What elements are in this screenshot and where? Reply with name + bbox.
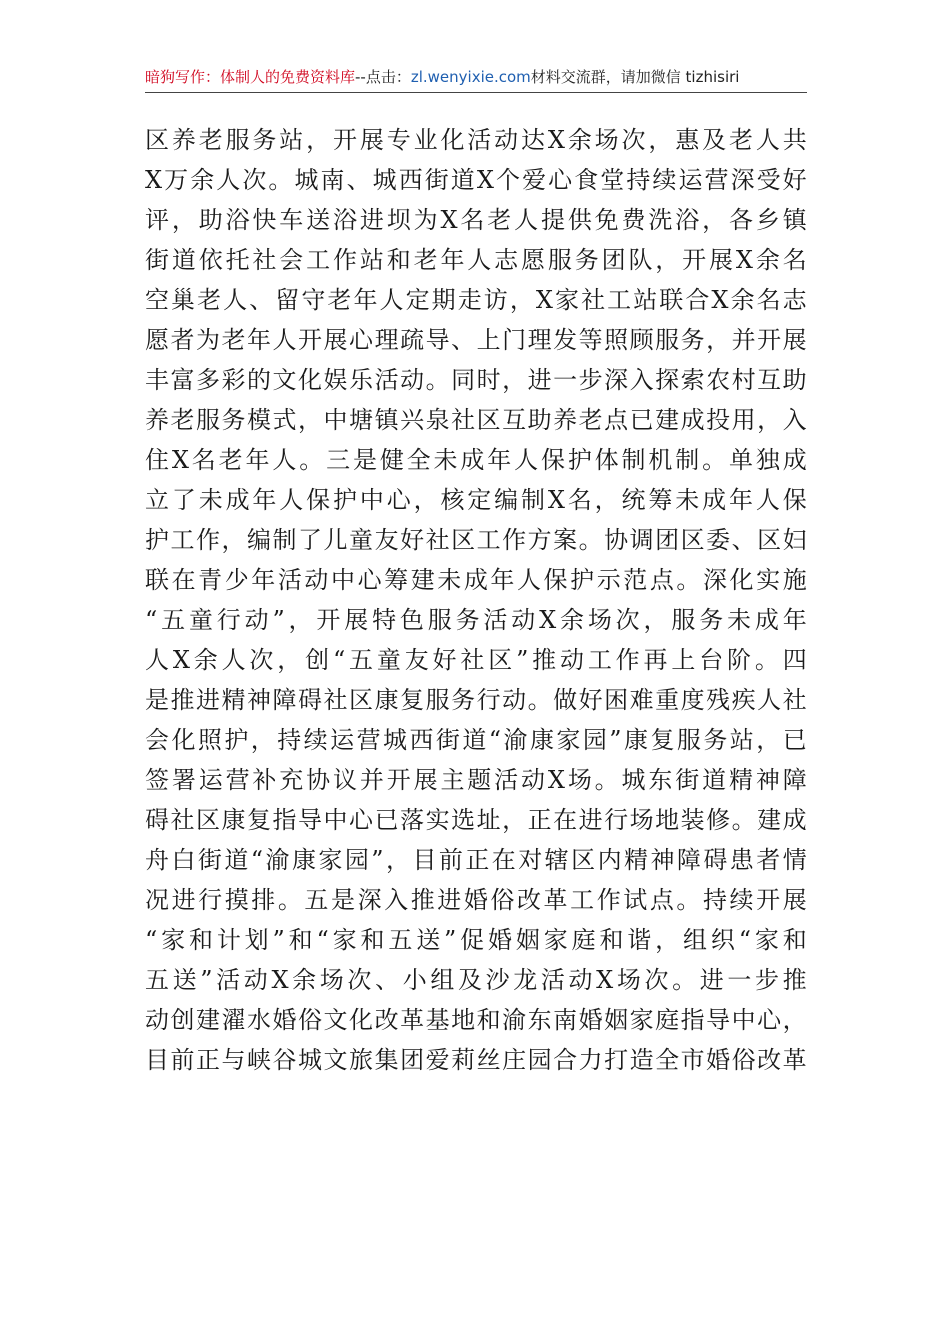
header-url-link[interactable]: zl.wenyixie.com — [410, 68, 531, 86]
body-line: 会化照护，持续运营城西街道“渝康家园”康复服务站，已 — [145, 726, 807, 754]
document-body — [145, 120, 807, 1080]
body-line: 住X名老年人。三是健全未成年人保护体制机制。单独成 — [145, 446, 807, 474]
body-line: 立了未成年人保护中心，核定编制X名，统筹未成年人保 — [145, 486, 807, 514]
body-line: 空巢老人、留守老年人定期走访，X家社工站联合X余名志 — [145, 286, 807, 314]
body-line: 五送”活动X余场次、小组及沙龙活动X场次。进一步推 — [145, 966, 807, 994]
body-line: “五童行动”，开展特色服务活动X余场次，服务未成年 — [145, 606, 807, 634]
body-line: 养老服务模式，中塘镇兴泉社区互助养老点已建成投用，入 — [145, 406, 807, 434]
body-line: 况进行摸排。五是深入推进婚俗改革工作试点。持续开展 — [145, 886, 807, 914]
body-line: 人X余人次，创“五童友好社区”推动工作再上台阶。四 — [145, 646, 807, 674]
header-wechat-note: 材料交流群，请加微信 tizhisiri — [530, 68, 740, 86]
header-divider — [145, 92, 807, 93]
body-line: 护工作，编制了儿童友好社区工作方案。协调团区委、区妇 — [145, 526, 807, 554]
page-header — [145, 66, 807, 88]
body-line: 街道依托社会工作站和老年人志愿服务团队，开展X余名 — [145, 246, 807, 274]
body-line: 舟白街道“渝康家园”，目前正在对辖区内精神障碍患者情 — [145, 846, 807, 874]
body-line: 目前正与峡谷城文旅集团爱莉丝庄园合力打造全市婚俗改革 — [145, 1046, 807, 1074]
body-line: 评，助浴快车送浴进坝为X名老人提供免费洗浴，各乡镇 — [145, 206, 807, 234]
body-line: X万余人次。城南、城西街道X个爱心食堂持续运营深受好 — [145, 166, 807, 194]
body-line: “家和计划”和“家和五送”促婚姻家庭和谐，组织“家和 — [145, 926, 807, 954]
body-line: 碍社区康复指导中心已落实选址，正在进行场地装修。建成 — [145, 806, 807, 834]
body-line: 联在青少年活动中心筹建未成年人保护示范点。深化实施 — [145, 566, 807, 594]
body-line: 丰富多彩的文化娱乐活动。同时，进一步深入探索农村互助 — [145, 366, 807, 394]
header-click-prompt: --点击： — [355, 68, 411, 86]
body-line: 签署运营补充协议并开展主题活动X场。城东街道精神障 — [145, 766, 807, 794]
body-line: 区养老服务站，开展专业化活动达X余场次，惠及老人共 — [145, 126, 807, 154]
header-site-name: 暗狗写作：体制人的免费资料库 — [145, 68, 356, 86]
body-line: 是推进精神障碍社区康复服务行动。做好困难重度残疾人社 — [145, 686, 807, 714]
body-line: 愿者为老年人开展心理疏导、上门理发等照顾服务，并开展 — [145, 326, 807, 354]
body-line: 动创建濯水婚俗文化改革基地和渝东南婚姻家庭指导中心， — [145, 1006, 807, 1034]
